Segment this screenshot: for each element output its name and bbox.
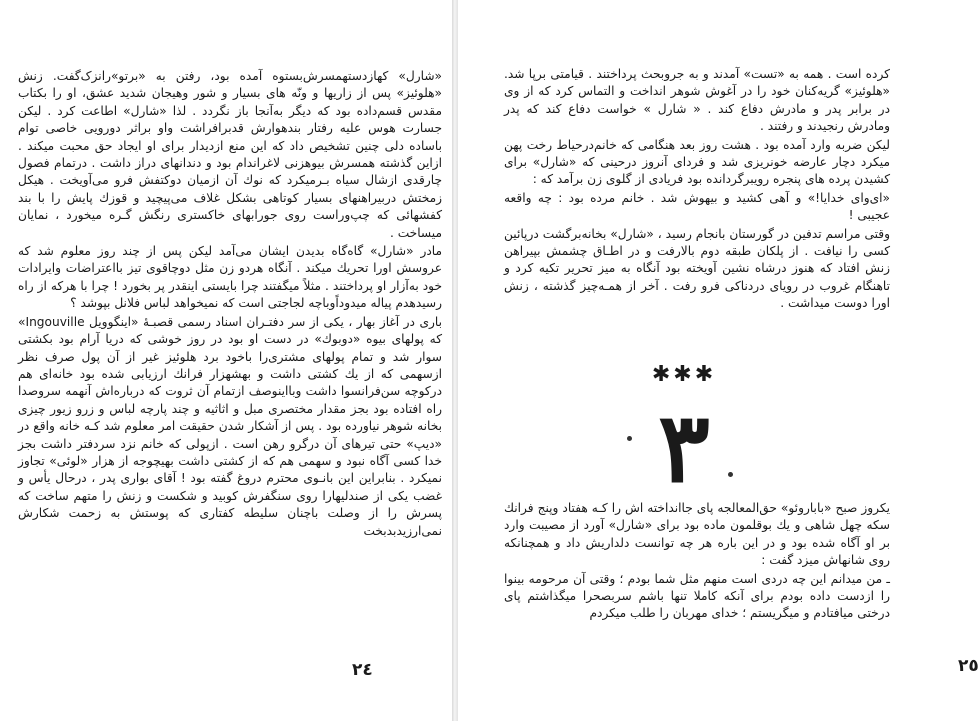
paragraph: وقتی مراسم تدفین در گورستان بانجام رسید ، «شارل» بخانه‌برگشت درپائین کسی را نیافت . از پلکان طبقه دوم بالارفت و در اطـاق چشمش بپیراهن زنش افتاد که هنوز درشاه نشین آویخته بود آنگاه به میز تحریر تکیه کرد و تاهنگام غروب در رویای دردناکی فرو رفت . آخر از همـه‌چیز گذشته ، زنش اورا دوست میداشت .	[504, 226, 890, 311]
right-page	[458, 0, 979, 721]
paragraph: «شارل» کهازدستهمسرش‌بستوه آمده بود، رفتن به «برتو»رانزک‌گفت. زنش «هلوئیز» پس از زاریها و ونّه های بسیار و شور وهیجان شدید عشق، او را بکتاب مقدس قسم‌داده بود که دیگر به‌آنجا باز نگردد . لذا «شارل» اطاعت کرد . لیکن جسارت هوس علیه رفتار بندهوارش قدبرافراشت واو براثر دورویی خاصی توام باساده دلی چنین تشخیص داد که این منع ازدیدار برای او ایجاد حق محبت میکند . ازاین گذشته همسرش بیوهزنی لاغراندام بود و دندانهای دراز داشت . درتمام فصول چارقدی ازشال سیاه بـرمیکرد که نوك آن ازمیان دوکتفش فرو می‌آویخت . هیکل زمختش دربیراهنهای بسیار کوتاهی بشکل غلاف می‌پیچید و قوزك پایش را با بند کفشهائی که چپ‌وراست روی جورابهای خاکستری رنگش گـره میخورد ، نمایان میساخت .	[18, 69, 442, 240]
ornament-dot	[627, 436, 632, 441]
paragraph: کرده است . همه به «تست» آمدند و به جروبحث پرداختند . قیامتی برپا شد. «هلوئیز» گریه‌کنان خود را در آغوش شوهر انداخت و التماس کرد که از وی در برابر پدر و مادرش دفاع کند . « شارل » خواست دفاع کند که پدر ومادرش رنجیدند و رفتند .	[504, 67, 890, 134]
ornament-dot	[728, 472, 733, 477]
paragraph: باری در آغاز بهار ، یکی از سر دفتـران اسناد رسمی قصبـهٔ «اینگوویل Ingouville» که پولهای بیوه «دوبوك» در دست او بود در روز خوشی که دریا آرام بود بکشتی سوار شد و تمام پولهای مشتری‌را باخود برد هلوئیز غیر از آن پول صرف نظر ازسهمی که از یك کشتی داشت و بهشهزار فرانك ارزیابی شده بود خانه‌ای هم درکوچه سن‌فرانسوا داشت وبااینوصف ازتمام آن ثروت که درباره‌اش آنهمه سروصدا راه افتاده بود بجز مقدار مختصری مبل و اثاثیه و چند پارچه لباس و زرو زیور چیزی بخانه شوهر نیاورده بود . پس از آشکار شدن حقیقت امر معلوم شد کـه خانه واقع در «دیپ» حتی تیرهای آن درگرو رهن است . ازپولی که خانم نزد سردفتر داشت بجز خدا کسی آگاه نبود و سهمی هم که از کشتی داشت بهیچوجه از هزار «لوئی» تجاوز نمیکرد . بنابراین این بانـوی محترم دروغ گفته بود ! آقای بواری پدر ، درحال یأس و غضب یکی از صندلیهارا روی سنگفرش کوبید و شکست و زنش را متهم ساخت که پسرش را از وصلت باچنان سلیطه کفتاری که پوستش به زحمت شکارش نمی‌ارزیدبدبخت	[18, 314, 442, 538]
right-page-body-bottom	[504, 500, 890, 623]
paragraph: لیکن ضربه وارد آمده بود . هشت روز بعد هنگامی که خانم‌درحیاط رخت پهن میکرد دچار عارضه خونریزی شد و فردای آنروز درحینی که «شارل» برای کشیدن پرده های پنجره رویبرگردانده بود فریادی از گلوی زن برآمد که :	[504, 137, 890, 187]
page-number: ۲٥	[958, 656, 979, 676]
paragraph: مادر «شارل» گاه‌گاه بدیدن ایشان می‌آمد لیکن پس از چند روز معلوم شد که عروسش اورا تحریك میکند . آنگاه هردو زن مثل دوچاقوی تیز بااعتراضات وایرادات خود به‌آزار او پرداختند . مثلاً میگفتند چرا بایستی اینقدر پر بخورد ! چرا با هرکه از راه رسیدهدم پیاله میدوداًوباچه لجاجتی است که نمیخواهد لباس فلانل بپوشد ؟	[18, 244, 442, 311]
paragraph: یکروز صبح «باباروئو» حق‌المعالجه پای جاانداخته اش را کـه هفتاد وپنج فرانك سکه چهل شاهی و یك بوقلمون ماده بود برای «شارل» آورد از مصیبت وارد بر او آگاه شده بود و در این باره هر چه توانست دلداریش داد و همچنانکه روی شانهاش میزد گفت :	[504, 501, 890, 568]
chapter-number: ۳	[658, 391, 710, 504]
section-break-stars: ✱✱✱	[651, 362, 717, 387]
left-page	[0, 0, 452, 721]
paragraph: ـ من میدانم این چه دردی است منهم مثل شما بودم ؛ وقتی آن مرحومه بینوا را ازدست داده بودم برای آنکه کاملا تنها باشم سربصحرا میگذاشتم پای درختی میافتادم و میگریستم ؛ خدای مهربان را طلب میکردم	[504, 571, 890, 621]
page-number: ۲٤	[352, 660, 373, 680]
paragraph: «ای‌وای خدایا!» و آهی کشید و بیهوش شد . خانم مرده بود : چه واقعه عجیبی !	[504, 190, 890, 223]
right-page-body-top	[504, 66, 890, 313]
left-page-body	[18, 68, 442, 540]
